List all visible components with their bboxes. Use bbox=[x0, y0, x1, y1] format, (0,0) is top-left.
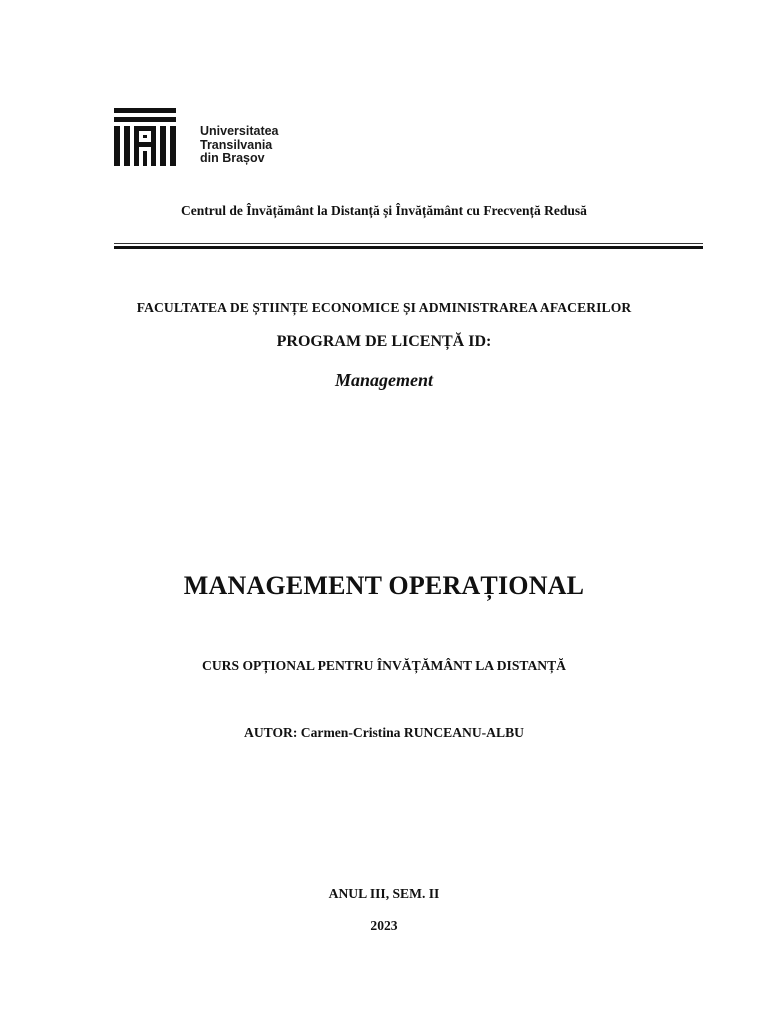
header-divider-thin bbox=[114, 243, 703, 244]
publication-year: 2023 bbox=[370, 918, 398, 933]
faculty-name: FACULTATEA DE ȘTIINȚE ECONOMICE ȘI ADMINISTRAREA AFACERILOR bbox=[136, 300, 632, 315]
author-line: AUTOR: Carmen-Cristina RUNCEANU-ALBU bbox=[244, 725, 524, 740]
university-logo bbox=[114, 108, 314, 166]
university-logo-icon bbox=[114, 108, 176, 166]
academic-term: ANUL III, SEM. II bbox=[328, 886, 440, 901]
program-label: PROGRAM DE LICENȚĂ ID: bbox=[276, 333, 492, 350]
header-divider-thick bbox=[114, 246, 703, 249]
university-name-line-3: din Brașov bbox=[200, 151, 265, 165]
course-title: MANAGEMENT OPERAȚIONAL bbox=[183, 571, 585, 600]
university-name bbox=[200, 125, 279, 166]
course-type: CURS OPȚIONAL PENTRU ÎNVĂȚĂMÂNT LA DISTANȚĂ bbox=[202, 658, 566, 673]
center-name: Centrul de Învățământ la Distanță și Învățământ cu Frecvență Redusă bbox=[181, 203, 587, 218]
university-name-line-2: Transilvania bbox=[200, 137, 273, 152]
program-name: Management bbox=[334, 370, 433, 390]
university-name-line-1: Universitatea bbox=[200, 124, 279, 138]
